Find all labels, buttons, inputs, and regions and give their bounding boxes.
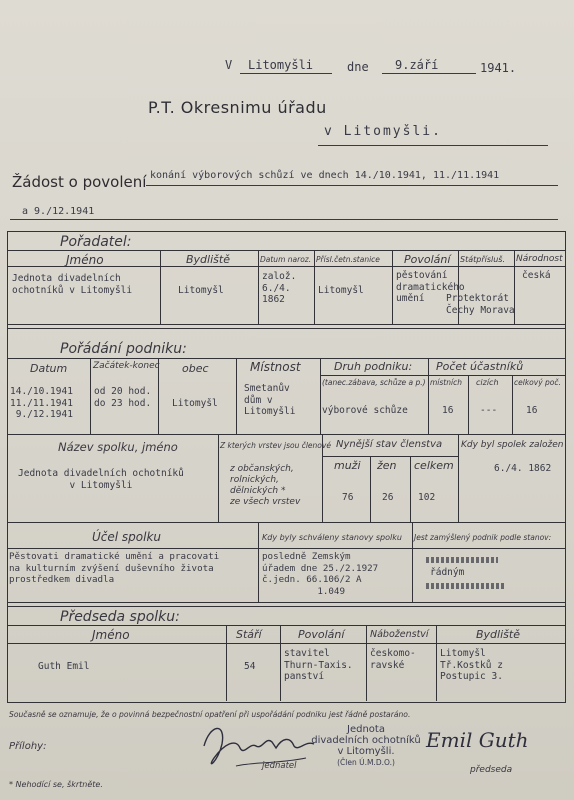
org-name: Jednota divadelních ochotníků v Litomyšli: [12, 273, 133, 296]
ev-local: 16: [442, 405, 454, 416]
ch-h-religion: Náboženství: [370, 629, 429, 640]
ev-h-kind-sub: (tanec.zábava, schůze a p.): [322, 378, 426, 387]
col-line: [314, 250, 315, 324]
organizer-title: Pořadatel:: [60, 234, 132, 250]
request-text-2: a 9./12.1941: [22, 206, 95, 217]
ch-h-residence: Bydliště: [476, 628, 520, 641]
row-line: [7, 606, 566, 607]
pu-h-intended: Jest zamýšlený podnik podle stanov:: [414, 533, 552, 542]
as-h-founded: Kdy byl spolek založen: [461, 440, 564, 450]
col-line: [236, 358, 237, 434]
col-line: [258, 522, 259, 602]
org-h-name: Jméno: [66, 253, 104, 267]
col-line: [436, 625, 437, 701]
strikeout-mark: [426, 557, 498, 563]
org-station: Litomyšl: [318, 285, 364, 296]
chairman-title: Předseda spolku:: [60, 609, 180, 625]
pu-h-statutes: Kdy byly schváleny stanovy spolku: [262, 533, 402, 542]
ev-h-kind: Druh podniku:: [334, 360, 413, 373]
row-line: [7, 328, 566, 329]
ev-kind: výborové schůze: [322, 405, 408, 416]
strikeout-mark: [426, 583, 506, 589]
col-line: [370, 456, 371, 522]
ev-foreign: ---: [480, 405, 498, 416]
col-line: [280, 625, 281, 701]
org-occupation: pěstování dramatického umění: [396, 270, 465, 304]
addressee-line1: P.T. Okresnimu úřadu: [148, 98, 327, 117]
header-date: 9.září: [395, 58, 439, 72]
ev-h-participants: Počet účastníků: [436, 360, 524, 373]
as-strata: z občanských, rolnických, dělnických * ze všech vrstev: [230, 464, 301, 507]
request-label: Žádost o povolení: [12, 173, 147, 191]
request-underline-2: [10, 219, 558, 220]
col-line: [458, 434, 459, 522]
col-line: [410, 456, 411, 522]
col-line: [218, 434, 219, 522]
stamp-line-3: v Litomyšli.: [337, 746, 395, 757]
org-h-station: Přísl.četn.stanice: [316, 255, 380, 264]
ev-dates: 14./10.1941 11./11.1941 9./12.1941: [10, 386, 73, 420]
ev-h-foreign: cizích: [476, 378, 499, 387]
request-underline-1: [146, 185, 558, 186]
ch-h-occupation: Povolání: [298, 628, 345, 641]
ev-h-local: místních: [430, 378, 462, 387]
addressee-underline: [318, 145, 548, 146]
as-h-total: celkem: [414, 459, 454, 472]
signature-right-role: předseda: [470, 765, 513, 775]
org-nationality: česká: [522, 270, 551, 281]
org-h-nationality: Národnost: [516, 254, 563, 264]
ev-obec: Litomyšl: [172, 398, 218, 409]
as-h-women: žen: [377, 459, 397, 472]
row-line: [7, 625, 566, 626]
ev-h-time: Začátek-konec: [93, 361, 160, 371]
as-women: 26: [382, 492, 394, 503]
ch-name: Guth Emil: [38, 661, 90, 672]
pu-intended: řádným: [430, 567, 465, 578]
footer-prilohy: Přílohy:: [9, 741, 47, 752]
ch-religion: českomo- ravské: [370, 648, 416, 671]
signature-left-role: jednatel: [262, 761, 297, 771]
col-line: [320, 358, 321, 434]
org-h-residence: Bydliště: [186, 253, 230, 266]
pu-text: Pěstovati dramatické umění a pracovati na kulturním zvýšení duševního života prostředkem divadla: [9, 551, 220, 585]
as-total: 102: [418, 492, 436, 503]
ch-occupation: stavitel Thurn-Taxis. panství: [284, 648, 353, 682]
ev-h-obec: obec: [182, 362, 209, 375]
org-citizenship: Protektorát Čechy Morava: [446, 293, 515, 316]
request-text-1: konání výborových schůzí ve dnech 14./10.1941, 11./11.1941: [150, 170, 500, 181]
ch-age: 54: [244, 661, 256, 672]
ev-h-date: Datum: [30, 362, 68, 375]
col-line: [392, 250, 393, 324]
row-line: [322, 456, 458, 457]
as-h-men: muži: [334, 459, 361, 472]
row-line: [7, 548, 566, 549]
addressee-line2: v Litomyšli.: [324, 124, 442, 139]
as-name: Jednota divadelních ochotníků v Litomyšli: [18, 468, 184, 491]
as-h-name: Název spolku, jméno: [58, 440, 178, 454]
row-line: [7, 324, 566, 325]
footer-notice: Současně se oznamuje, že o povinná bezpečnostní opatření při uspořádání podniku jest řádně postaráno.: [9, 710, 411, 719]
date-underline: [382, 73, 476, 74]
col-line: [90, 358, 91, 434]
header-town: Litomyšli: [248, 58, 314, 72]
org-h-birth: Datum naroz.: [260, 255, 312, 264]
header-dne: dne: [347, 60, 369, 74]
pu-statutes: posledně Zemským úřadem dne 25./2.1927 č.jedn. 66.106/2 A 1.049: [262, 551, 379, 597]
col-line: [512, 375, 513, 434]
ev-total: 16: [526, 405, 538, 416]
as-h-membership: Nynější stav členstva: [336, 439, 443, 450]
row-line: [320, 375, 566, 376]
ev-h-total: celkový poč.: [514, 378, 561, 387]
as-men: 76: [342, 492, 354, 503]
row-line: [7, 434, 566, 435]
ch-h-name: Jméno: [92, 628, 130, 642]
ch-h-age: Stáří: [236, 628, 262, 641]
org-h-citizenship: Státpřísluš.: [460, 255, 506, 264]
as-founded: 6./4. 1862: [494, 463, 552, 474]
col-line: [258, 250, 259, 324]
signature-left: [196, 718, 326, 780]
org-h-occupation: Povolání: [404, 253, 451, 266]
row-line: [7, 643, 566, 644]
ev-time: od 20 hod. do 23 hod.: [94, 386, 152, 409]
row-line: [7, 250, 566, 251]
row-line: [7, 522, 566, 523]
footer-footnote: * Nehodící se, škrtněte.: [9, 780, 103, 789]
col-line: [226, 625, 227, 701]
event-title: Pořádání podniku:: [60, 341, 187, 357]
row-line: [7, 602, 566, 603]
town-underline: [240, 73, 332, 74]
col-line: [160, 250, 161, 324]
ev-room: Smetanův dům v Litomyšli: [244, 383, 296, 417]
col-line: [412, 522, 413, 602]
stamp-line-1: Jednota: [347, 724, 385, 735]
col-line: [428, 358, 429, 434]
org-residence: Litomyšl: [178, 285, 224, 296]
col-line: [366, 625, 367, 701]
ev-h-room: Místnost: [250, 360, 301, 374]
stamp-line-4: (Člen Ú.M.D.O.): [337, 758, 395, 767]
pu-h-purpose: Účel spolku: [92, 530, 162, 544]
ch-residence: Litomyšl Tř.Kostků z Postupic 3.: [440, 648, 503, 682]
signature-right: Emil Guth: [426, 728, 529, 752]
col-line: [468, 375, 469, 434]
header-prefix: V: [225, 58, 233, 72]
stamp-line-2: divadelních ochotníků: [311, 735, 421, 746]
org-birth: založ. 6./4. 1862: [262, 271, 297, 305]
as-h-strata: Z kterých vrstev jsou členové: [220, 441, 331, 450]
header-year: 1941.: [480, 61, 517, 75]
